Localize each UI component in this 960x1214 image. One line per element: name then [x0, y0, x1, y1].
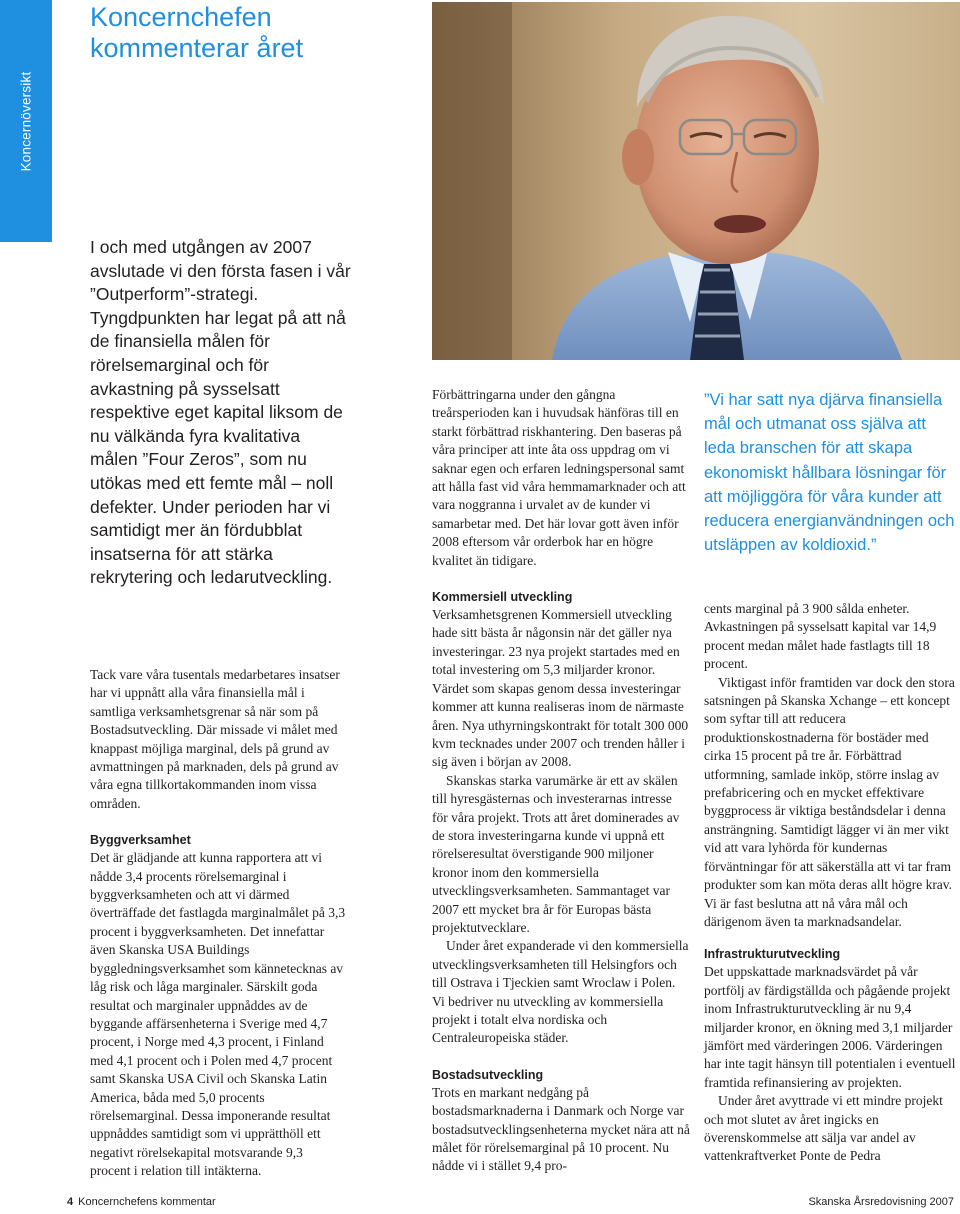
paragraph: Skanskas starka varumärke är ett av skälen till hyresgästernas och investerarnas intresse för våra projekt. Trots att året dominerades av de stora investeringarna kunde vi uppnå ett rörelseresultat överstigande 900 miljoner kronor inom den kommersiella utvecklingsverksamheten. Sammantaget var 2007 ett mycket bra år för Europas bästa projektutvecklare. — [432, 772, 680, 935]
paragraph: Verksamhetsgrenen Kommersiell utveckling hade sitt bästa år någonsin när det gäller nya investeringar. 23 nya projekt startades med en total investering om 5,3 miljarder kronor. Värdet som skapas genom dessa investeringar kommer att kunna realiseras inom de närmaste åren. Nya uthyrningskontrakt för totalt 300 000 kvm tecknades under 2007 och trenden håller i sig även i början av 2008. — [432, 607, 689, 770]
footer-publication: Skanska Årsredovisning 2007 — [808, 1196, 954, 1208]
portrait-photo — [432, 2, 960, 360]
paragraph: Under året expanderade vi den kommersiella utvecklingsverksamheten till Helsingfors och till Ostrava i Tjeckien samt Wroclaw i Polen. Vi bedriver nu utveckling av kommersiella projekt i totalt elva nordiska och Centraleuropeiska städer. — [432, 938, 689, 1046]
paragraph: Det är glädjande att kunna rapportera att vi nådde 3,4 procents rörelsemarginal i byggverksamheten och att vi därmed överträffade det fastlagda marginalmålet på 3,3 procent i byggverksamheten. Det innefattar även Skanska USA Buildings byggledningsverksamhet som kännetecknas av låg risk och låga marginaler. Särskilt goda resultat och marginaler uppnåddes av de byggande affärsenheterna i Sverige med 4,7 procent, i Norge med 4,3 procent, i Finland med 4,1 procent och i Polen med 4,7 procent samt Skanska USA Civil och Skanska Latin America, båda med 5,0 procents rörelsemarginal. Dessa imponerande resultat uppnåddes samtidigt som vi upprätthöll ett negativt rörelsekapital motsvarande 9,3 procent i relation till intäkterna. — [90, 850, 346, 1179]
text-column-1 — [90, 666, 346, 1181]
paragraph: Viktigast inför framtiden var dock den stora satsningen på Skanska Xchange – ett koncept som syftar till att reducera produktionskostnaderna för bostäder med cirka 15 procent på tre år. Förbättrad utformning, samlade inköp, större inslag av prefabricering och en mycket effektivare byggprocess är viktiga beståndsdelar i denna ansträngning. Samtidigt lägger vi än mer vikt vid att vara lyhörda för kundernas förväntningar för att säkerställa att vi tar fram produkter som kan möta deras allt högre krav. Vi är fast beslutna att nå våra mål och därigenom även ta marknadsandelar. — [704, 674, 955, 929]
paragraph: Tack vare våra tusentals medarbetares insatser har vi uppnått alla våra finansiella mål i samtliga verksamhetsgrenar så när som på Bostadsutveckling. Där missade vi målet med knappast möjliga marginal, dels på grund av avmattningen på marknaden, dels på grund av våra egna tillkortakommanden inom vissa områden. — [90, 667, 340, 811]
section-heading: Byggverksamhet — [90, 833, 191, 848]
text-column-2 — [432, 386, 690, 1176]
page-title-line2: kommenterar året — [90, 33, 304, 63]
paragraph: Förbättringarna under den gångna treårsperioden kan i huvudsak hänföras till en starkt förbättrad riskhantering. Den baseras på våra principer att inte åta oss uppdrag om vi saknar egen och erfaren ledningspersonal samt att hålla fast vid våra hemmamarknader och att vara noggranna i urvalet av de kunder vi samarbetar med. Det här lovar gott även inför 2008 eftersom vår orderbok har en högre kvalitet än tidigare. — [432, 387, 686, 568]
page-title-line1: Koncernchefen — [90, 2, 272, 32]
footer-section-name: Koncernchefens kommentar — [78, 1196, 216, 1208]
section-tab-label: Koncernöversikt — [18, 71, 34, 171]
section-tab-label-wrap — [0, 0, 52, 242]
section-heading: Infrastrukturutveckling — [704, 947, 841, 962]
paragraph: Trots en markant nedgång på bostadsmarknaderna i Danmark och Norge var bostadsutvecklingsenheterna mycket nära att nå målet för rörelsemarginal på 10 procent. Nu nådde vi i stället 9,4 pro- — [432, 1084, 690, 1174]
paragraph: Under året avyttrade vi ett mindre projekt och mot slutet av året ingicks en överenskommelse att sälja var andel av vattenkraftverket Ponte de Pedra — [704, 1093, 943, 1164]
section-heading: Bostadsutveckling — [432, 1067, 544, 1082]
page-title — [90, 2, 303, 64]
paragraph: Det uppskattade marknadsvärdet på vår portfölj av färdigställda och pågående projekt inom Infrastrukturutveckling är nu 9,4 miljarder kronor, en ökning med 3,1 miljarder jämfört med värderingen 2006. Värderingen har inte tagit hänsyn till potentialen i eventuell framtida refinansiering av projekten. — [704, 964, 956, 1090]
section-heading: Kommersiell utveckling — [432, 590, 573, 605]
portrait-illustration — [432, 2, 960, 360]
text-column-3 — [704, 600, 956, 1166]
pull-quote: ”Vi har satt nya djärva finansiella mål och utmanat oss själva att leda branschen för att skapa ekonomiskt hållbara lösningar för att möjliggöra för våra kunder att reducera energianvändningen och utsläppen av koldioxid.” — [704, 391, 955, 555]
footer-left — [67, 1196, 216, 1208]
page-number: 4 — [67, 1196, 74, 1208]
paragraph: cents marginal på 3 900 sålda enheter. Avkastningen på sysselsatt kapital var 14,9 procent medan målet hade fastlagts till 18 procent. — [704, 601, 937, 672]
lead-paragraph: I och med utgången av 2007 avslutade vi den första fasen i vår ”Outperform”-strategi. Tyngdpunkten har legat på att nå de finansiella målen för rörelsemarginal och för avkastning på sysselsatt respektive eget kapital liksom de nu välkända fyra kvalitativa målen ”Four Zeros”, som nu utökas med ett femte mål – noll defekter. Under perioden har vi samtidigt mer än fördubblat insatserna för att stärka rekrytering och ledarutveckling. — [90, 237, 351, 588]
